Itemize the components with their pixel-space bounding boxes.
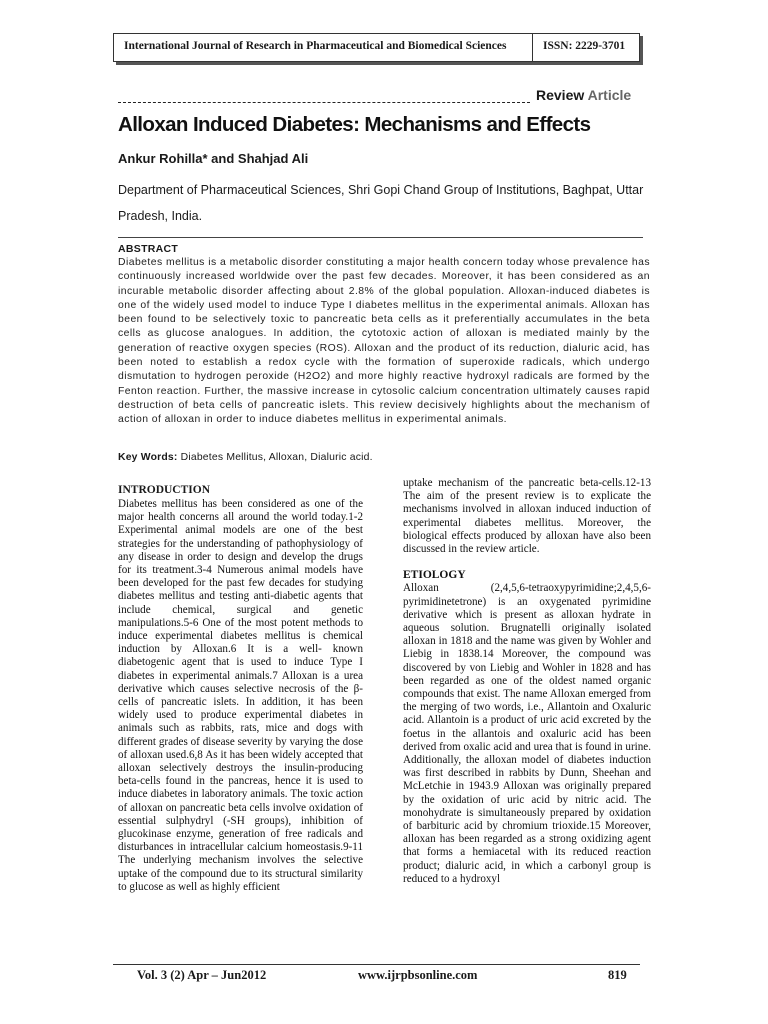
etiology-heading: ETIOLOGY [403, 569, 466, 582]
article-type-suffix: Article [587, 87, 632, 103]
abstract-heading: ABSTRACT [118, 243, 179, 255]
article-type [536, 87, 631, 103]
article-type-rule [118, 102, 530, 103]
header-divider [532, 33, 533, 62]
abstract-text: Diabetes mellitus is a metabolic disorder constituting a major health concern today whose prevalence has continuously increased worldwide over the past few decades. Moreover, it has been considered as an incurable metabolic disorder affecting about 2.8% of the global population. Alloxan-induced diabetes is one of the widely used model to induce Type I diabetes mellitus in the experimental animals. Alloxan has been found to be selectively toxic to pancreatic beta cells as it preferentially accumulates in the beta cells as glucose analogues. In addition, the cytotoxic action of alloxan is mediated mainly by the generation of reactive oxygen species (ROS). Alloxan and the product of its reduction, dialuric acid, has been noted to establish a redox cycle with the formation of superoxide radicals, which undergo dismutation to hydrogen peroxide (H2O2) and more highly reactive hydroxyl radicals are formed by the Fenton reaction. Further, the massive increase in cytosolic calcium concentration ultimately causes rapid destruction of beta cells of pancreatic islets. This review decisively highlights about the mechanism of action of alloxan in order to induce diabetes mellitus in experimental animals. [118, 257, 650, 426]
article-title: Alloxan Induced Diabetes: Mechanisms and Effects [118, 113, 591, 136]
keywords-label: Key Words: [118, 452, 178, 463]
footer-rule [113, 964, 640, 965]
journal-name: International Journal of Research in Pharmaceutical and Biomedical Sciences [124, 40, 507, 52]
issn: ISSN: 2229-3701 [543, 40, 626, 52]
keywords-value: Diabetes Mellitus, Alloxan, Dialuric acid. [180, 452, 373, 463]
page-number: 819 [608, 968, 627, 982]
footer-volume: Vol. 3 (2) Apr – Jun2012 [137, 968, 267, 982]
affiliation-rule [118, 237, 643, 238]
authors: Ankur Rohilla* and Shahjad Ali [118, 151, 309, 166]
article-type-prefix: Review [536, 87, 585, 103]
footer-url: www.ijrpbsonline.com [358, 968, 478, 982]
affiliation: Department of Pharmaceutical Sciences, Shri Gopi Chand Group of Institutions, Baghpat, Uttar Pradesh, India. [118, 183, 644, 223]
keywords [118, 452, 373, 463]
etiology-text: Alloxan (2,4,5,6-tetraoxypyrimidine;2,4,5,6-pyrimidinetetrone) is an oxygenated pyrimidine derivative which is present as alloxan hydrate in aqueous solution. Brugnatelli originally isolated alloxan in 1818 and the name was given by Wohler and Liebig in 1838.14 Moreover, the compound was discovered by von Liebig and Wohler in 1828 and has been regarded as one of the oldest named organic compounds that exist. The name Alloxan emerged from the merging of two words, i.e., Allantoin and Oxaluric acid. Allantoin is a product of uric acid excreted by the foetus in the allantois and oxaluric acid has been derived from oxalic acid and urea that is found in urine. Additionally, the alloxan model of diabetes induction was first described in rabbits by Dunn, Sheehan and McLetchie in 1943.9 Alloxan was originally prepared by the oxidation of uric acid by nitric acid. The monohydrate is simultaneously prepared by oxidation of barbituric acid by chromium trioxide.15 Moreover, alloxan has been regarded as a strong oxidizing agent that forms a hemiacetal with its reduced reaction product; dialuric acid, in which a carbonyl group is reduced to a hydroxyl [403, 582, 651, 885]
introduction-heading: INTRODUCTION [118, 484, 211, 496]
introduction-text: Diabetes mellitus has been considered as one of the major health concerns all around the world today.1-2 Experimental animal models are one of the best strategies for the understanding of pathophysiology of any disease in order to design and develop the drugs for its treatment.3-4 Numerous animal models have been developed for the past few decades for studying diabetes mellitus and testing anti-diabetic agents that include chemical, surgical and genetic manipulations.5-6 One of the most potent methods to induce experimental diabetes mellitus is chemical induction by Alloxan.6 It is a well- known diabetogenic agent that is used to induce Type I diabetes in experimental animals.7 Alloxan is a urea derivative which causes selective necrosis of the β-cells of pancreatic islets. In addition, it has been widely used to produce experimental diabetes in animals such as rabbits, rats, mice and dogs with different grades of disease severity by varying the dose of alloxan used.6,8 As it has been widely accepted that alloxan selectively destroys the insulin-producing beta-cells found in the pancreas, hence it is used to induce diabetes in laboratory animals. The toxic action of alloxan on pancreatic beta cells involve oxidation of essential sulphydryl (-SH groups), inhibition of glucokinase enzyme, generation of free radicals and disturbances in intracellular calcium homeostasis.9-11 The underlying mechanism involves the selective uptake of the compound due to its structural similarity to glucose as well as highly efficient [118, 498, 363, 893]
introduction-continuation: uptake mechanism of the pancreatic beta-cells.12-13 The aim of the present review is to explicate the mechanisms involved in alloxan induced induction of experimental diabetes mellitus. Moreover, the biological effects produced by alloxan have also been discussed in the review article. [403, 477, 651, 556]
introduction-body [118, 498, 363, 894]
right-column [403, 477, 651, 886]
